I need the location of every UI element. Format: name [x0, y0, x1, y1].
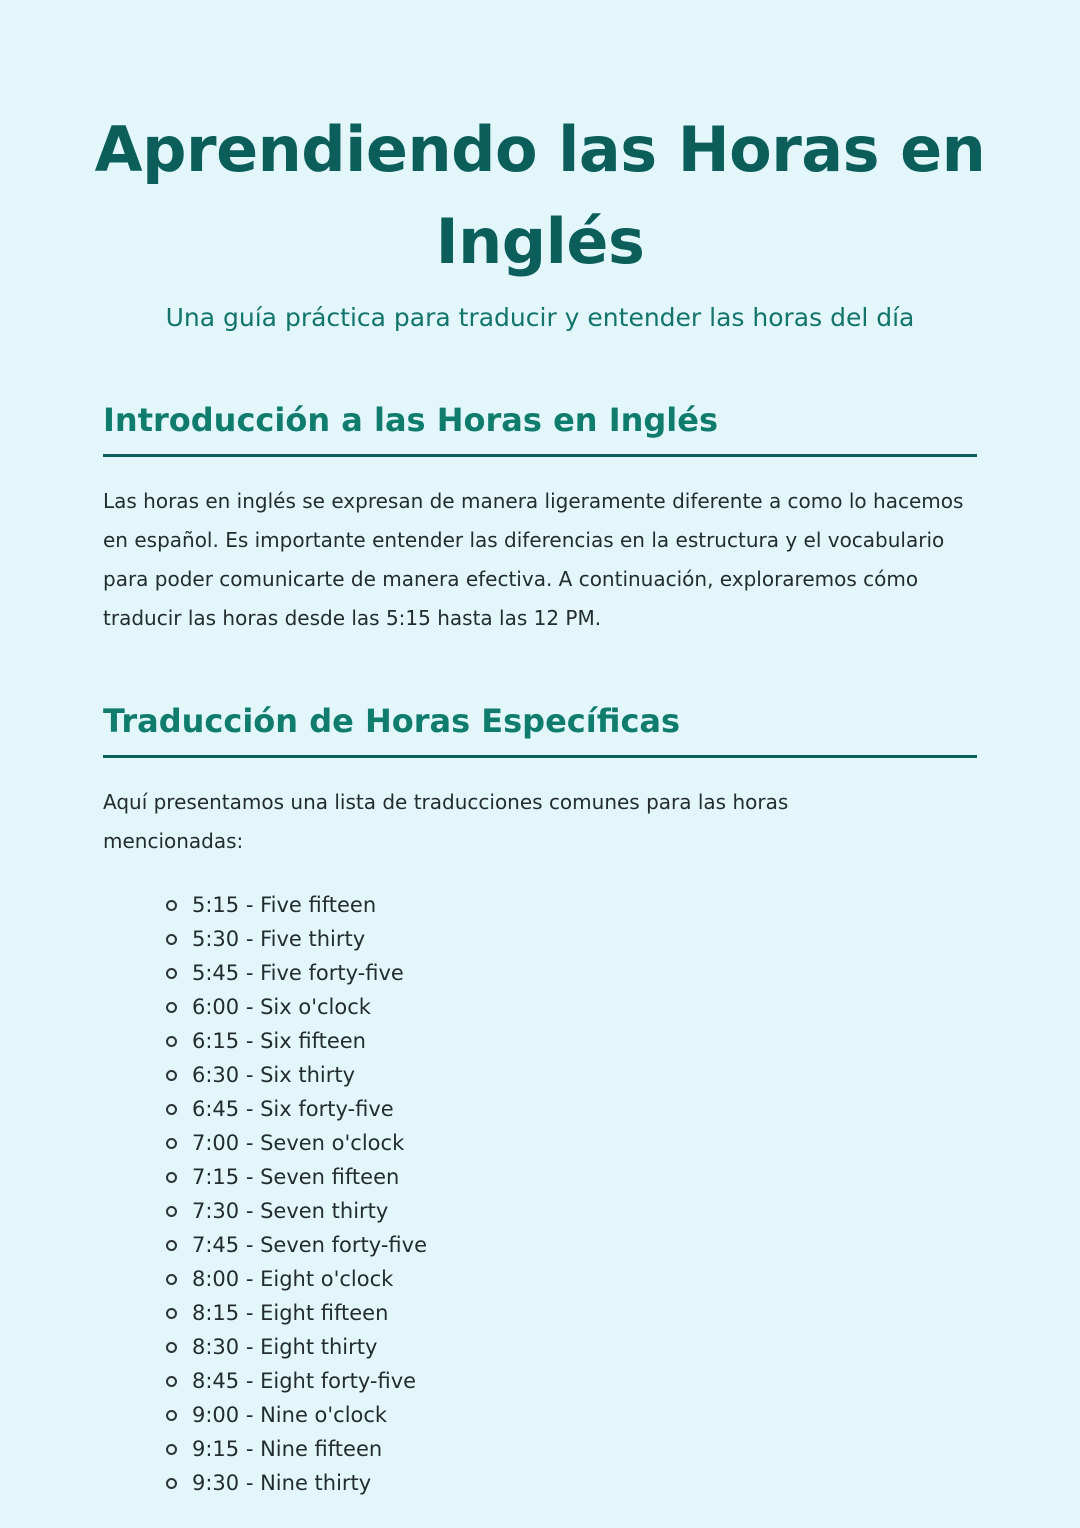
circle-bullet-icon — [166, 1410, 177, 1421]
list-item-label: 6:00 - Six o'clock — [192, 995, 371, 1019]
list-item — [164, 1228, 427, 1262]
list-item — [164, 1432, 427, 1466]
list-item — [164, 1262, 427, 1296]
page-title: Aprendiendo las Horas en Inglés — [94, 113, 986, 278]
list-item-label: 7:15 - Seven fifteen — [192, 1165, 400, 1189]
list-item — [164, 956, 427, 990]
list-item-label: 5:45 - Five forty-five — [192, 961, 404, 985]
circle-bullet-icon — [166, 1444, 177, 1455]
circle-bullet-icon — [166, 900, 177, 911]
list-item-label: 8:30 - Eight thirty — [192, 1335, 378, 1359]
list-item-label: 6:30 - Six thirty — [192, 1063, 356, 1087]
list-item-label: 7:45 - Seven forty-five — [192, 1233, 427, 1257]
section-heading-translations: Traducción de Horas Específicas — [103, 699, 977, 758]
list-item-label: 5:15 - Five fifteen — [192, 893, 377, 917]
circle-bullet-icon — [166, 1376, 177, 1387]
list-item-label: 5:30 - Five thirty — [192, 927, 366, 951]
circle-bullet-icon — [166, 1206, 177, 1217]
translations-intro-paragraph: Aquí presentamos una lista de traducciones comunes para las horas mencionadas: — [103, 790, 789, 853]
circle-bullet-icon — [166, 968, 177, 979]
list-item-label: 6:45 - Six forty-five — [192, 1097, 394, 1121]
circle-bullet-icon — [166, 1070, 177, 1081]
list-item-label: 6:15 - Six fifteen — [192, 1029, 366, 1053]
list-item-label: 7:30 - Seven thirty — [192, 1199, 389, 1223]
circle-bullet-icon — [166, 1036, 177, 1047]
circle-bullet-icon — [166, 1274, 177, 1285]
list-item-label: 9:00 - Nine o'clock — [192, 1403, 388, 1427]
list-item — [164, 990, 427, 1024]
list-item — [164, 888, 427, 922]
list-item — [164, 1160, 427, 1194]
list-item — [164, 922, 427, 956]
list-item-label: 7:00 - Seven o'clock — [192, 1131, 405, 1155]
circle-bullet-icon — [166, 1002, 177, 1013]
list-item-label: 9:15 - Nine fifteen — [192, 1437, 383, 1461]
list-item-label: 8:15 - Eight fifteen — [192, 1301, 389, 1325]
circle-bullet-icon — [166, 934, 177, 945]
page-subtitle: Una guía práctica para traducir y entender las horas del día — [165, 303, 915, 332]
list-item — [164, 1466, 427, 1500]
circle-bullet-icon — [166, 1104, 177, 1115]
list-item — [164, 1058, 427, 1092]
circle-bullet-icon — [166, 1478, 177, 1489]
list-item-label: 9:30 - Nine thirty — [192, 1471, 372, 1495]
list-item — [164, 1126, 427, 1160]
list-item — [164, 1092, 427, 1126]
circle-bullet-icon — [166, 1308, 177, 1319]
list-item — [164, 1364, 427, 1398]
circle-bullet-icon — [166, 1240, 177, 1251]
intro-paragraph: Las horas en inglés se expresan de manera ligeramente diferente a como lo hacemos en español. Es importante entender las diferencias en la estructura y el vocabulario para poder comunicarte de manera efectiva. A continuación, exploraremos cómo traducir las horas desde las 5:15 hasta las 12 PM. — [103, 489, 964, 630]
circle-bullet-icon — [166, 1342, 177, 1353]
list-item — [164, 1296, 427, 1330]
list-item — [164, 1330, 427, 1364]
list-item — [164, 1194, 427, 1228]
circle-bullet-icon — [166, 1138, 177, 1149]
circle-bullet-icon — [166, 1172, 177, 1183]
list-item — [164, 1024, 427, 1058]
list-item-label: 8:45 - Eight forty-five — [192, 1369, 417, 1393]
list-item-label: 8:00 - Eight o'clock — [192, 1267, 394, 1291]
list-item — [164, 1398, 427, 1432]
time-translation-list — [164, 888, 427, 1500]
section-heading-intro: Introducción a las Horas en Inglés — [103, 398, 977, 457]
